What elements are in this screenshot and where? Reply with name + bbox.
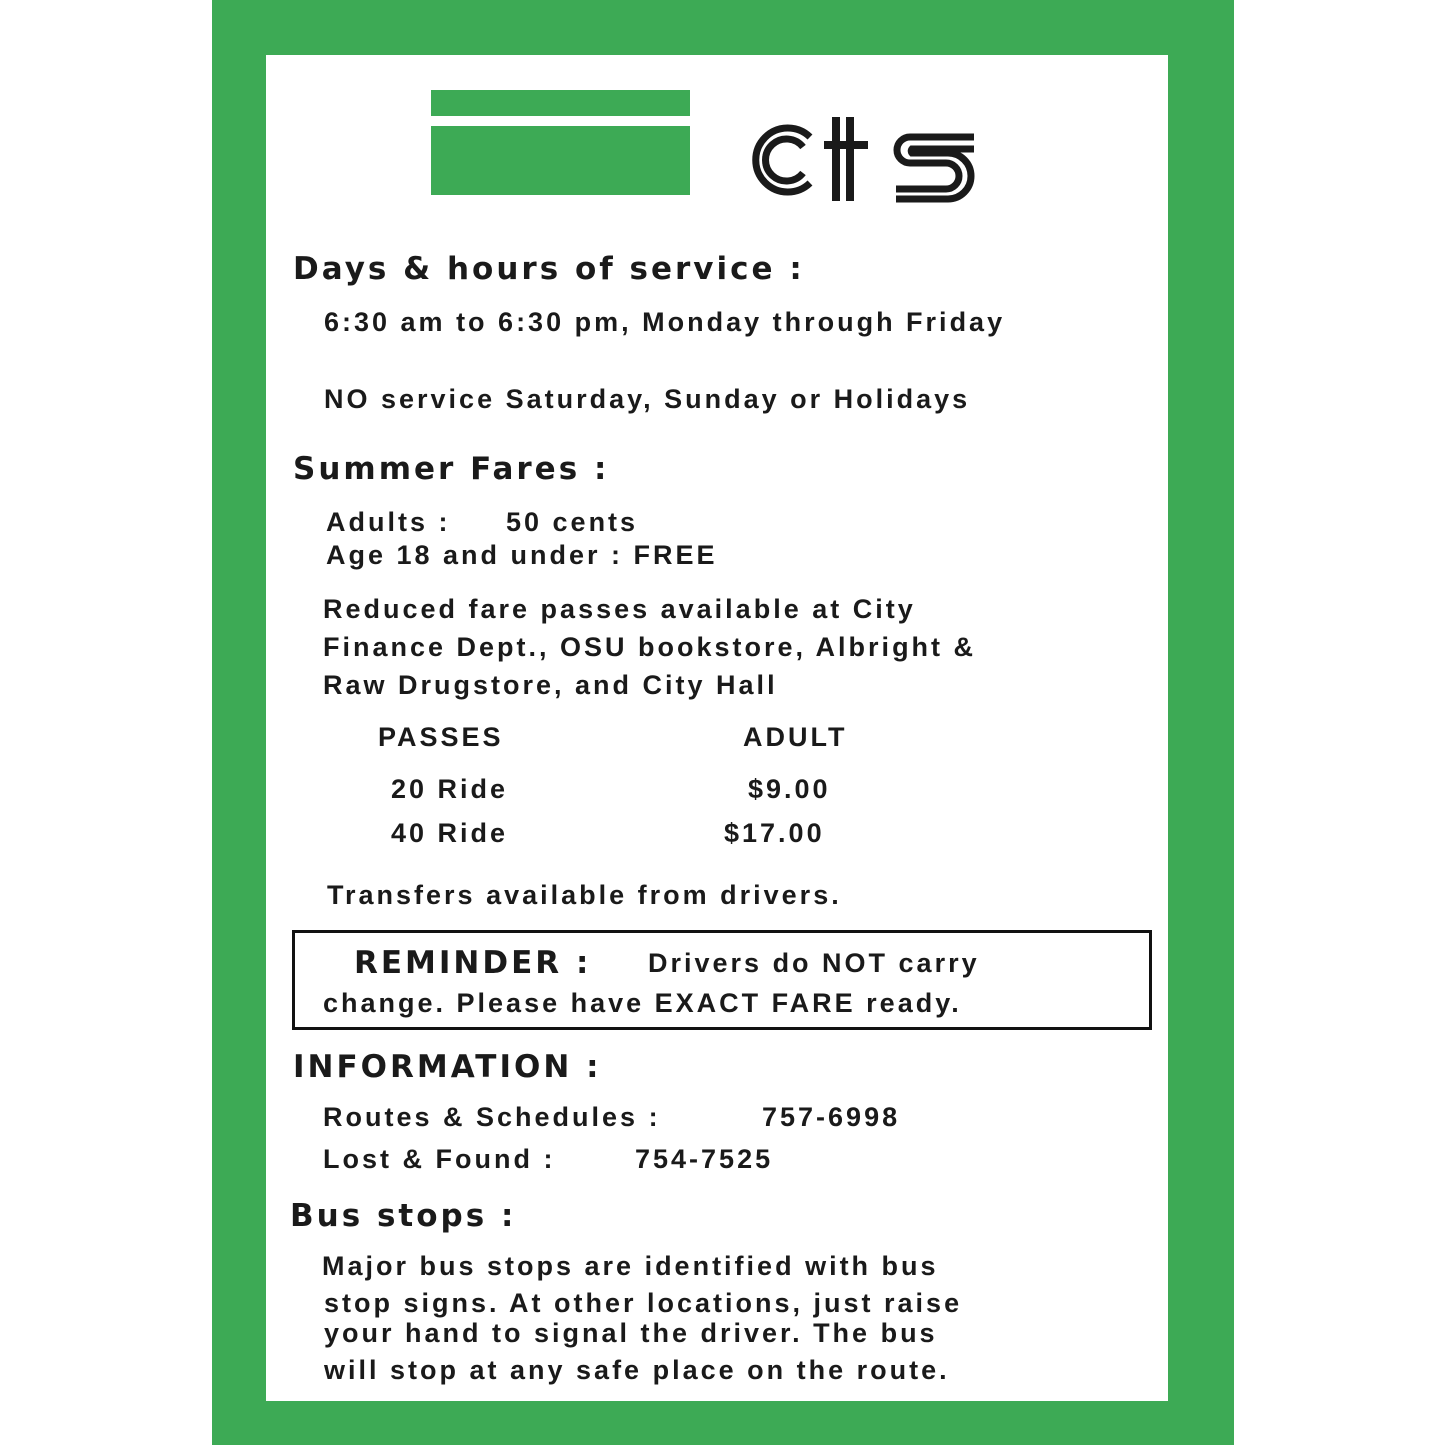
pass-price: $17.00 [724, 818, 825, 848]
adult-header: ADULT [743, 722, 848, 752]
pass-name: 40 Ride [391, 818, 509, 848]
service-heading: Days & hours of service : [293, 251, 805, 287]
bus-stops-heading: Bus stops : [290, 1198, 517, 1234]
fares-heading: Summer Fares : [293, 451, 610, 487]
service-hours: 6:30 am to 6:30 pm, Monday through Friday [324, 307, 1006, 337]
bus-stops-line: stop signs. At other locations, just raise [324, 1288, 963, 1318]
reduced-fare-line: Reduced fare passes available at City [323, 594, 916, 624]
routes-phone: 757-6998 [762, 1102, 901, 1132]
information-heading: INFORMATION : [293, 1049, 602, 1085]
adults-label: Adults : [326, 507, 451, 537]
transfers-note: Transfers available from drivers. [327, 880, 842, 910]
reminder-line: change. Please have EXACT FARE ready. [323, 988, 962, 1018]
lost-found-phone: 754-7525 [635, 1144, 774, 1174]
bus-stops-line: Major bus stops are identified with bus [322, 1251, 939, 1281]
youth-fare: Age 18 and under : FREE [326, 540, 718, 570]
cts-logo-icon [748, 115, 978, 205]
logo-bar-top [431, 90, 690, 116]
reminder-label: REMINDER : [354, 945, 592, 981]
reduced-fare-line: Finance Dept., OSU bookstore, Albright & [323, 632, 977, 662]
pass-price: $9.00 [748, 774, 831, 804]
reduced-fare-line: Raw Drugstore, and City Hall [323, 670, 778, 700]
bus-stops-line: will stop at any safe place on the route. [324, 1355, 950, 1385]
lost-found-label: Lost & Found : [323, 1144, 556, 1174]
adults-fare: 50 cents [506, 507, 639, 537]
routes-label: Routes & Schedules : [323, 1102, 661, 1132]
info-card [266, 55, 1168, 1401]
passes-header: PASSES [378, 722, 504, 752]
pass-name: 20 Ride [391, 774, 509, 804]
bus-stops-line: your hand to signal the driver. The bus [324, 1318, 938, 1348]
reminder-line: Drivers do NOT carry [648, 948, 980, 978]
logo-bar-bottom [431, 126, 690, 195]
no-service-note: NO service Saturday, Sunday or Holidays [324, 384, 971, 414]
